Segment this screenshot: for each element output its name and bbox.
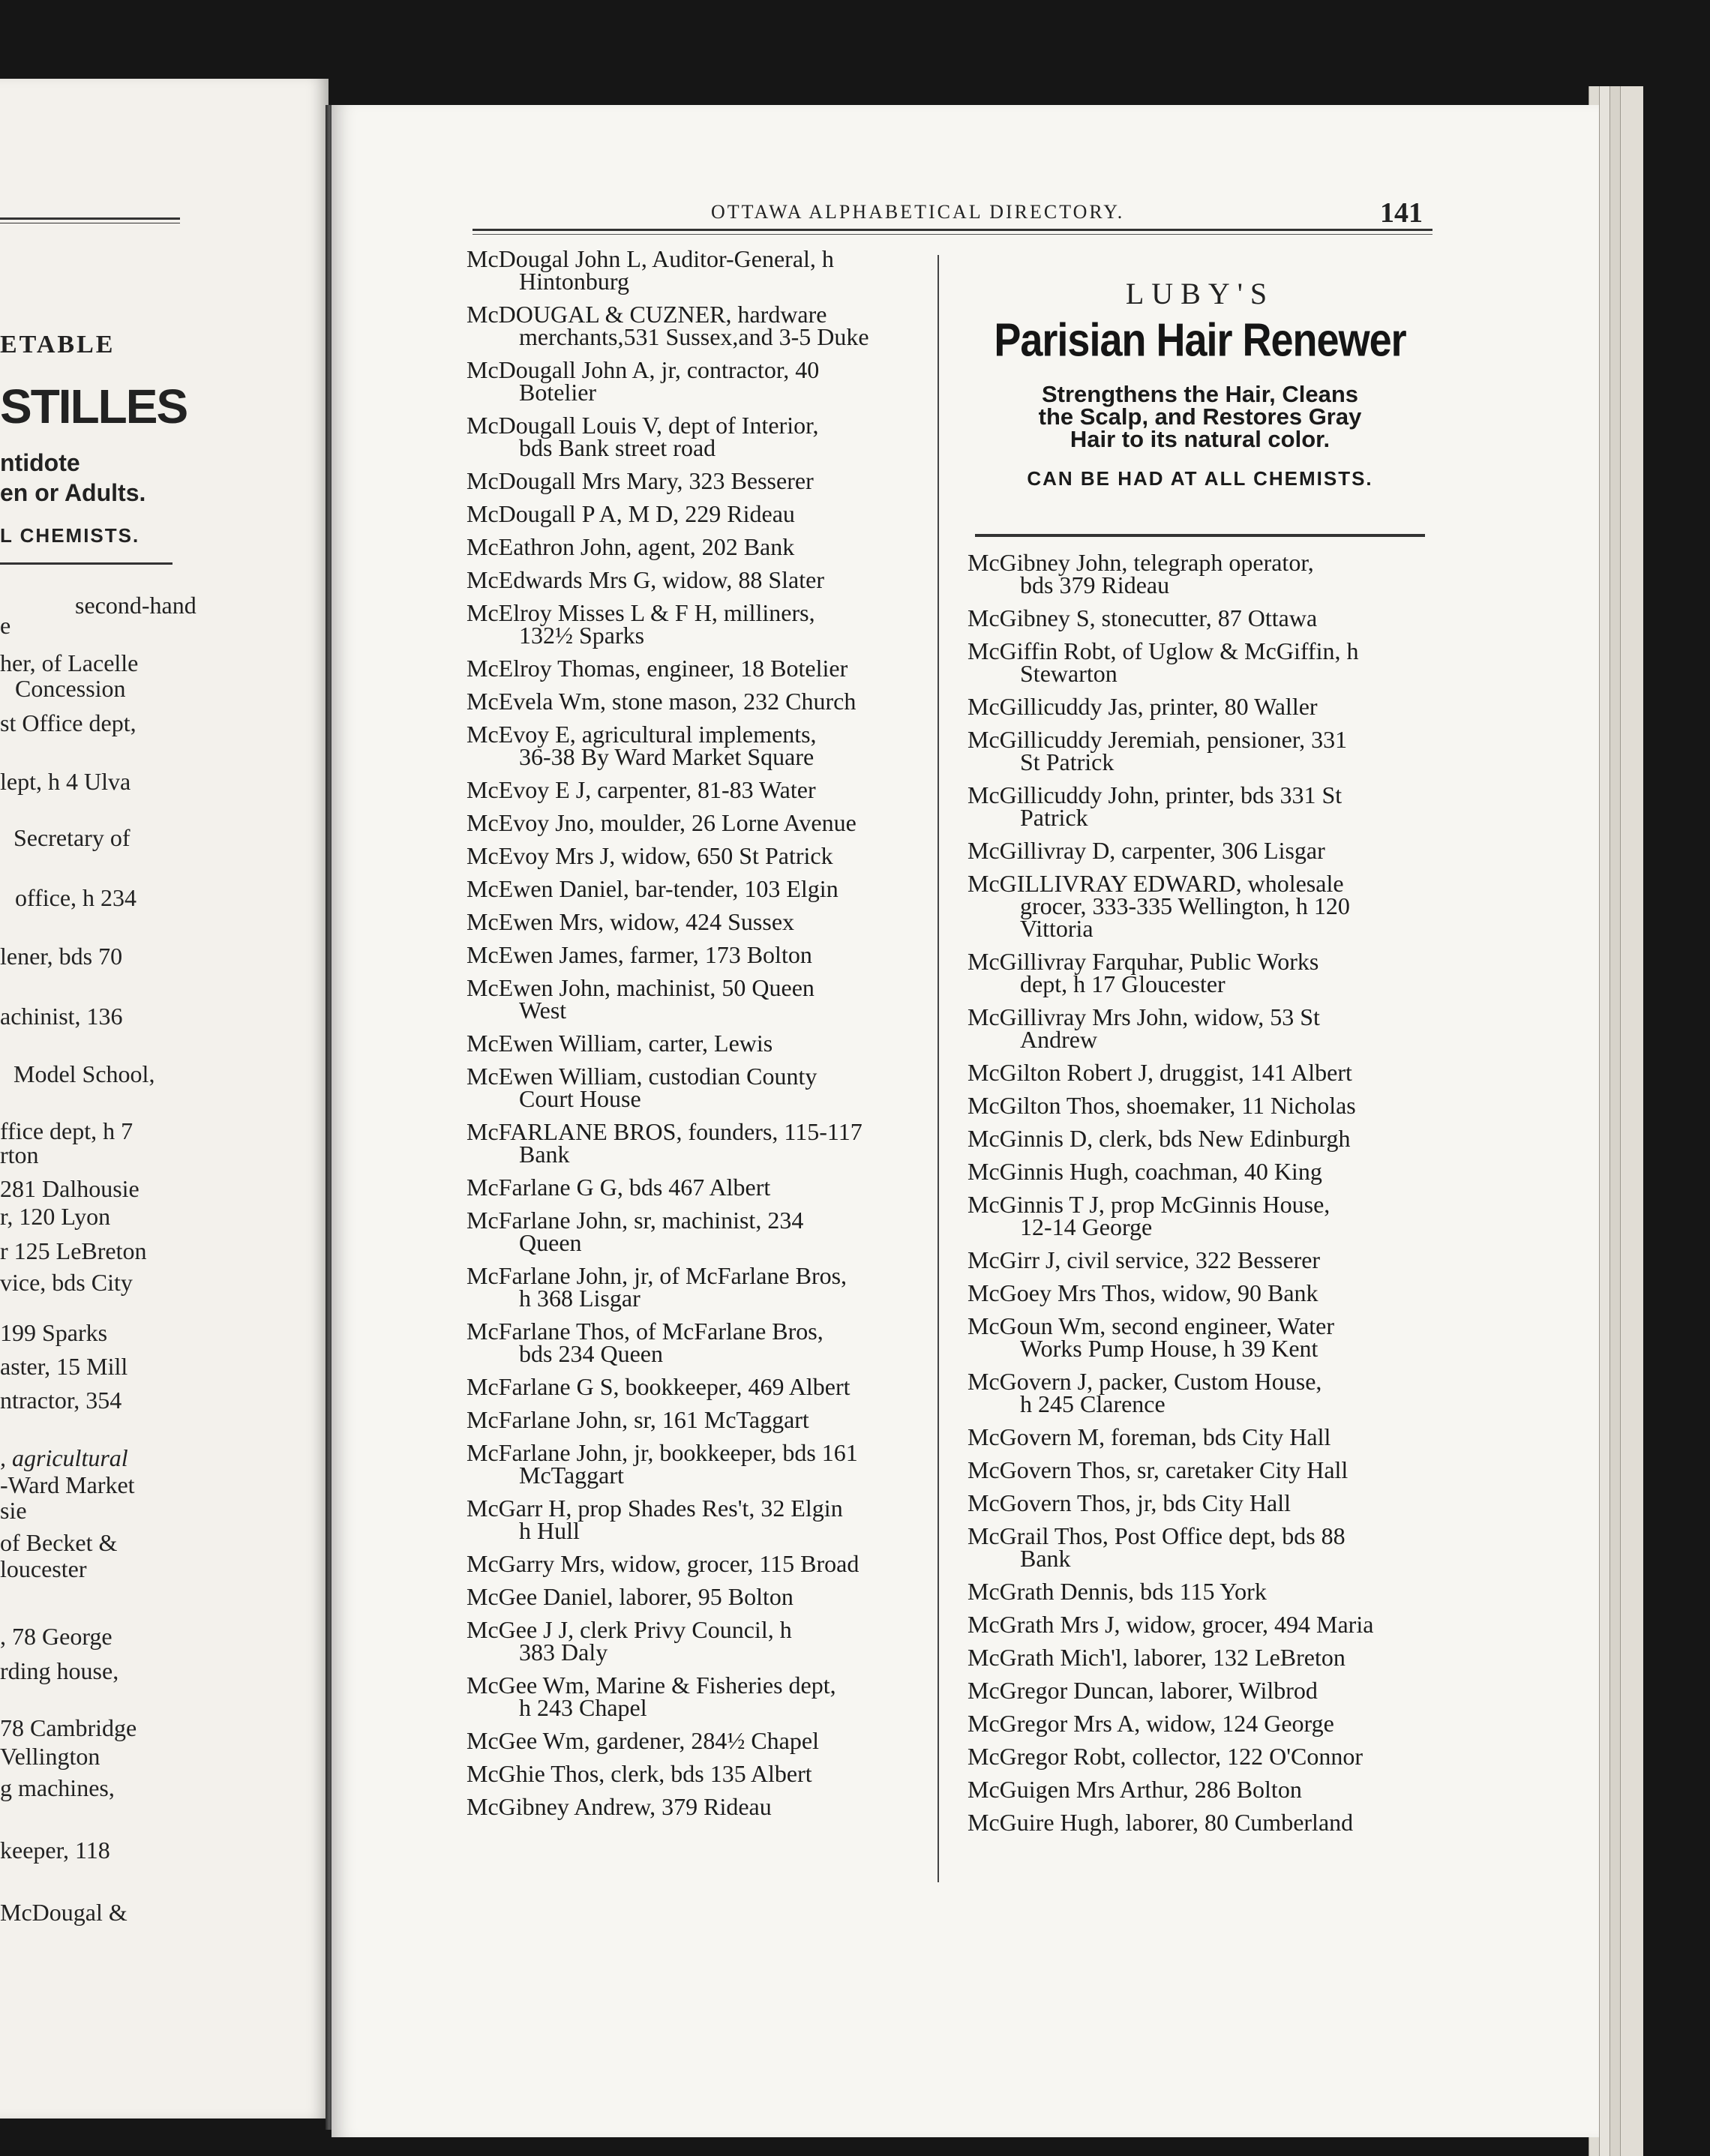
entry-line: McGinnis D, clerk, bds New Edinburgh [968,1125,1351,1152]
directory-entry [466,599,926,649]
entry-continuation: St Patrick [1020,748,1114,775]
entry-line: McEwen Mrs, widow, 424 Sussex [466,908,795,935]
directory-entry [968,1745,1432,1768]
entry-line: McGregor Duncan, laborer, Wilbrod [968,1677,1318,1704]
directory-entry [466,1209,926,1254]
left-fragment: lener, bds 70 [0,943,123,970]
left-fragment: rding house, [0,1657,119,1684]
entry-line: McGoey Mrs Thos, widow, 90 Bank [968,1279,1318,1306]
entry-line: McGillivray Mrs John, widow, 53 St [968,1003,1320,1030]
entry-line: McGinnis T J, prop McGinnis House, [968,1191,1330,1218]
directory-entry [968,1679,1432,1702]
left-fragment: ETABLE [0,331,116,358]
directory-entry [968,839,1432,862]
entry-line: McFarlane John, sr, machinist, 234 [466,1207,804,1234]
entry-line: McEwen William, custodian County [466,1063,818,1090]
directory-entry [968,1246,1432,1273]
left-page-rule [0,562,172,565]
directory-entry [466,502,926,525]
left-fragment: -Ward Market [0,1471,135,1498]
previous-page [0,79,328,2119]
directory-entry [968,1778,1432,1801]
entry-continuation: grocer, 333-335 Wellington, h 120 [1020,892,1350,919]
directory-entry [968,872,1432,940]
directory-entry [466,1497,926,1542]
entry-continuation: h 368 Lisgar [519,1285,640,1312]
advert-body-line: Hair to its natural color. [1070,426,1330,452]
entry-continuation: bds 234 Queen [519,1340,663,1367]
directory-entry [968,781,1432,831]
left-fragment: sie [0,1497,27,1524]
entry-line: McDougall John A, jr, contractor, 40 [466,356,820,383]
entry-line: McDOUGAL & CUZNER, hardware [466,301,827,328]
entry-line: McGovern Thos, jr, bds City Hall [968,1489,1291,1516]
page-number: 141 [1380,197,1423,229]
directory-entry [968,551,1432,596]
left-fragment: achinist, 136 [0,1003,123,1030]
entry-line: McDougall Louis V, dept of Interior, [466,412,819,439]
left-fragment: 199 Sparks [0,1319,108,1346]
entry-line: McGovern M, foreman, bds City Hall [968,1423,1331,1450]
directory-entry [466,877,926,900]
left-fragment: ntractor, 354 [0,1387,122,1414]
entry-line: McGhie Thos, clerk, bds 135 Albert [466,1760,812,1787]
entry-line: McGILLIVRAY EDWARD, wholesale [968,870,1344,897]
directory-entry [968,604,1432,631]
directory-entry [968,1370,1432,1415]
left-fragment: office, h 234 [15,884,137,911]
directory-entry [968,1061,1432,1084]
entry-line: McEwen James, farmer, 173 Bolton [466,941,812,968]
entry-line: McEathron John, agent, 202 Bank [466,533,795,560]
directory-entry [968,1127,1432,1150]
directory-entry [968,1456,1432,1483]
directory-entry [466,1375,926,1398]
entry-continuation: bds 379 Rideau [1020,571,1170,598]
entry-continuation: merchants,531 Sussex,and 3-5 Duke [519,323,869,350]
entry-line: McGrath Mrs J, widow, grocer, 494 Maria [968,1611,1374,1638]
entry-continuation: 36-38 By Ward Market Square [519,743,814,770]
entry-continuation: West [519,997,567,1024]
entry-continuation: h 243 Chapel [519,1694,647,1721]
entry-line: McGiffin Robt, of Uglow & McGiffin, h [968,637,1359,664]
advert-title: Parisian Hair Renewer [994,314,1406,367]
directory-entry [466,1439,926,1489]
left-fragment: Vellington [0,1743,100,1770]
header-rule [472,229,1432,231]
directory-entry [466,245,926,295]
left-fragment: of Becket & [0,1529,118,1556]
directory-entry [466,723,926,768]
left-fragment: , agricultural [0,1444,128,1471]
advert-cta: CAN BE HAD AT ALL CHEMISTS. [1027,467,1373,490]
left-fragment: ntidote [0,449,80,476]
entry-line: McGilton Thos, shoemaker, 11 Nicholas [968,1092,1356,1119]
directory-entry [466,1729,926,1752]
entry-continuation: McTaggart [519,1462,624,1489]
entry-line: McGovern J, packer, Custom House, [968,1368,1322,1395]
column-divider [938,255,939,1882]
entry-line: McGinnis Hugh, coachman, 40 King [968,1158,1322,1185]
entry-continuation: Hintonburg [519,268,629,295]
entry-line: McGrail Thos, Post Office dept, bds 88 [968,1522,1346,1549]
left-fragment: g machines, [0,1774,115,1801]
advert-brand: LUBY'S [1125,277,1275,310]
left-fragment: r, 120 Lyon [0,1203,111,1230]
left-fragment: loucester [0,1555,87,1582]
entry-continuation: Andrew [1020,1026,1098,1053]
directory-entry [968,695,1432,718]
advertisement [968,276,1432,490]
entry-continuation: h Hull [519,1517,580,1544]
entry-line: McGee Wm, Marine & Fisheries dept, [466,1672,836,1699]
entry-line: McGarry Mrs, widow, grocer, 115 Broad [466,1550,860,1577]
entry-line: McGee J J, clerk Privy Council, h [466,1616,792,1643]
left-fragment: keeper, 118 [0,1837,110,1864]
left-fragment: ffice dept, h 7 [0,1117,134,1144]
advert-body [968,383,1432,451]
directory-entry [466,535,926,558]
directory-entry [466,1262,926,1312]
directory-entry [968,1712,1432,1735]
directory-entry [466,1762,926,1785]
entry-line: McFarlane John, jr, bookkeeper, bds 161 [466,1439,858,1466]
entry-line: McGregor Robt, collector, 122 O'Connor [968,1743,1364,1770]
directory-entry [968,950,1432,995]
entry-line: McGillicuddy Jeremiah, pensioner, 331 [968,726,1348,753]
entry-line: McGirr J, civil service, 322 Besserer [968,1246,1321,1273]
entry-line: McGovern Thos, sr, caretaker City Hall [968,1456,1348,1483]
directory-entry [968,1522,1432,1572]
directory-entry [968,1094,1432,1117]
entry-line: McEvoy Jno, moulder, 26 Lorne Avenue [466,809,856,836]
entry-continuation: Patrick [1020,804,1088,831]
entry-line: McGibney S, stonecutter, 87 Ottawa [968,604,1318,631]
directory-entry [466,469,926,492]
entry-continuation: bds Bank street road [519,434,716,461]
directory-entry [466,974,926,1024]
directory-entry [466,1408,926,1431]
directory-entry [968,1580,1432,1603]
entry-line: McEvoy Mrs J, widow, 650 St Patrick [466,842,833,869]
directory-entry [466,844,926,867]
directory-entry [466,568,926,591]
entry-line: McGilton Robert J, druggist, 141 Albert [968,1059,1352,1086]
entry-line: McEvoy E, agricultural implements, [466,721,817,748]
directory-entry [968,1613,1432,1636]
directory-entry [466,356,926,406]
directory-entry [466,811,926,834]
directory-entry [466,1174,926,1201]
entry-line: McEvoy E J, carpenter, 81-83 Water [466,776,816,803]
directory-entry [968,1003,1432,1053]
directory-entry [466,303,926,348]
entry-continuation: Bank [519,1141,570,1168]
entry-line: McGillivray D, carpenter, 306 Lisgar [968,837,1325,864]
left-fragment: Concession [15,675,126,702]
directory-entry [466,910,926,933]
entry-continuation: 12-14 George [1020,1213,1153,1240]
left-fragment: second-hand [75,592,196,619]
entry-continuation: h 245 Clarence [1020,1390,1166,1417]
entry-line: McEwen Daniel, bar-tender, 103 Elgin [466,875,838,902]
left-fragment: aster, 15 Mill [0,1353,128,1380]
entry-line: McGillicuddy John, printer, bds 331 St [968,781,1342,808]
left-fragment: vice, bds City [0,1269,133,1296]
entry-line: McElroy Misses L & F H, milliners, [466,599,815,626]
entry-line: McGibney John, telegraph operator, [968,549,1314,576]
entry-line: McGrath Mich'l, laborer, 132 LeBreton [968,1644,1346,1671]
entry-line: McGarr H, prop Shades Res't, 32 Elgin [466,1495,843,1522]
entry-line: McGillivray Farquhar, Public Works [968,948,1319,975]
entry-line: McDougall P A, M D, 229 Rideau [466,500,795,527]
entry-continuation: Works Pump House, h 39 Kent [1020,1335,1318,1362]
entry-continuation: 383 Daly [519,1639,608,1666]
directory-entry [466,1674,926,1719]
directory-entry [466,1552,926,1575]
entry-line: McEwen William, carter, Lewis [466,1030,773,1057]
left-fragment: 78 Cambridge [0,1714,137,1741]
entry-line: McElroy Thomas, engineer, 18 Botelier [466,655,848,682]
entry-line: McFarlane G S, bookkeeper, 469 Albert [466,1373,850,1400]
left-fragment: r 125 LeBreton [0,1237,147,1264]
entry-line: McFarlane John, jr, of McFarlane Bros, [466,1262,848,1289]
left-fragment: e [0,612,11,639]
advert-rule [975,534,1425,537]
entry-line: McGrath Dennis, bds 115 York [968,1578,1267,1605]
entry-continuation: Vittoria [1020,915,1094,942]
directory-column-right [968,551,1432,1844]
entry-line: McGillicuddy Jas, printer, 80 Waller [968,693,1318,720]
entry-line: McFarlane Thos, of McFarlane Bros, [466,1318,824,1345]
left-fragment: , 78 George [0,1623,112,1650]
entry-line: McGee Wm, gardener, 284½ Chapel [466,1727,819,1754]
directory-entry [968,1489,1432,1516]
directory-entry [466,943,926,966]
directory-entry [466,1030,926,1057]
page-edge [1620,86,1643,2156]
directory-entry [968,1193,1432,1238]
directory-entry [466,414,926,459]
directory-entry [466,1320,926,1365]
entry-line: McGregor Mrs A, widow, 124 George [968,1710,1334,1737]
directory-entry [466,1795,926,1818]
entry-line: McGuigen Mrs Arthur, 286 Bolton [968,1776,1302,1803]
left-fragment: Secretary of [14,824,130,851]
left-fragment: her, of Lacelle [0,649,139,676]
left-fragment: en or Adults. [0,479,146,506]
directory-entry [968,1646,1432,1669]
directory-entry [968,1423,1432,1450]
left-fragment: rton [0,1141,39,1168]
directory-entry [968,728,1432,773]
left-fragment: STILLES [0,379,188,433]
entry-line: McDougal John L, Auditor-General, h [466,245,834,272]
entry-continuation: Stewarton [1020,660,1118,687]
entry-continuation: 132½ Sparks [519,622,645,649]
running-head: OTTAWA ALPHABETICAL DIRECTORY. [711,201,1125,223]
entry-line: McFarlane G G, bds 467 Albert [466,1174,771,1201]
left-fragment: lept, h 4 Ulva [0,768,131,795]
header-rule [472,234,1432,235]
left-fragment: 281 Dalhousie [0,1175,140,1202]
entry-continuation: Queen [519,1229,582,1256]
directory-entry [968,1811,1432,1834]
entry-line: McGoun Wm, second engineer, Water [968,1312,1335,1339]
entry-continuation: Bank [1020,1545,1071,1572]
entry-line: McEdwards Mrs G, widow, 88 Slater [466,566,824,593]
entry-continuation: Court House [519,1085,641,1112]
entry-line: McFarlane John, sr, 161 McTaggart [466,1406,809,1433]
directory-entry [466,655,926,682]
directory-entry [968,1279,1432,1306]
entry-continuation: Botelier [519,379,597,406]
left-fragment: Model School, [14,1060,155,1087]
entry-line: McEvela Wm, stone mason, 232 Church [466,688,856,715]
left-fragment: McDougal & [0,1899,128,1926]
entry-line: McDougall Mrs Mary, 323 Besserer [466,467,814,494]
entry-line: McEwen John, machinist, 50 Queen [466,974,814,1001]
entry-line: McFARLANE BROS, founders, 115-117 [466,1118,862,1145]
entry-continuation: dept, h 17 Gloucester [1020,970,1226,997]
advert-body-line: the Scalp, and Restores Gray [1038,403,1362,430]
entry-line: McGibney Andrew, 379 Rideau [466,1793,772,1820]
entry-line: McGee Daniel, laborer, 95 Bolton [466,1583,794,1610]
left-fragment: L CHEMISTS. [0,524,140,547]
directory-entry [968,1160,1432,1183]
directory-entry [466,1118,926,1168]
directory-entry [466,1616,926,1666]
entry-line: McGuire Hugh, laborer, 80 Cumberland [968,1809,1354,1836]
directory-entry [968,637,1432,687]
directory-entry [466,1585,926,1608]
directory-entry [466,688,926,715]
directory-entry [968,1312,1432,1362]
left-fragment: st Office dept, [0,709,136,736]
directory-entry [466,778,926,801]
left-page-rule [0,217,180,220]
directory-entry [466,1065,926,1110]
advert-body-line: Strengthens the Hair, Cleans [1041,381,1359,407]
directory-column-left [466,247,926,1828]
